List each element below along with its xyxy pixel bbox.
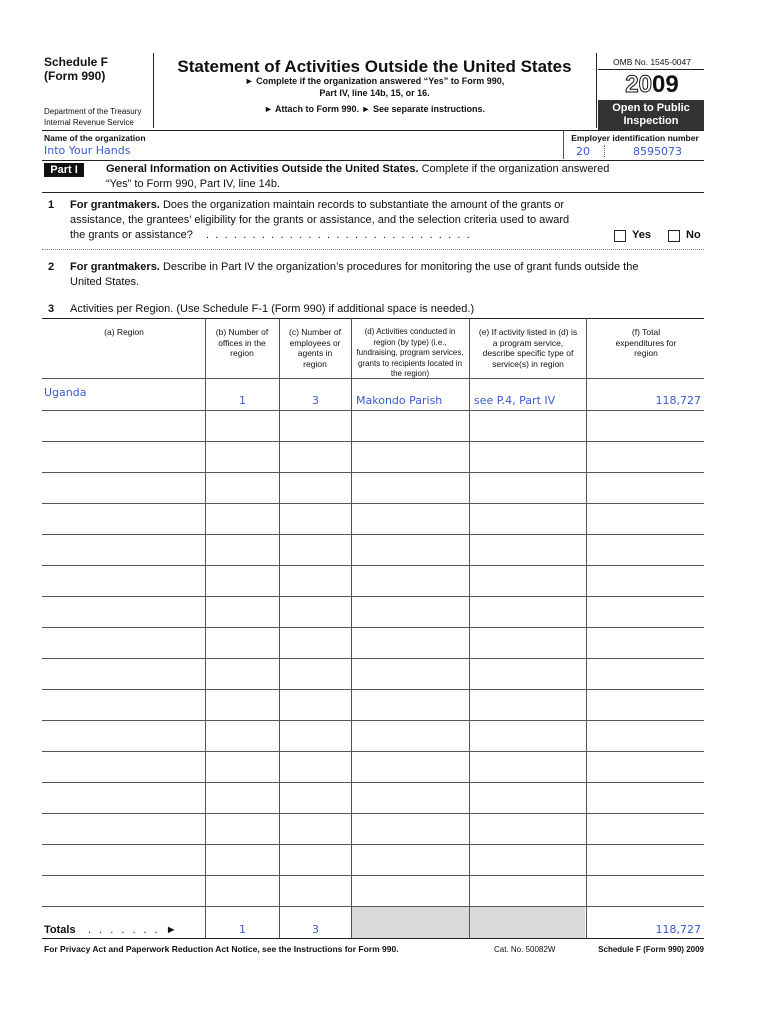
table-row: [42, 844, 704, 845]
col-f-header-line: region: [634, 348, 658, 358]
row1-activities[interactable]: Makondo Parish: [356, 394, 443, 407]
table-row: [42, 658, 704, 659]
part1-heading: [106, 163, 609, 175]
col-e-header-line: a program service,: [492, 337, 564, 348]
q2-line2: United States.: [70, 276, 140, 288]
table-row: [42, 782, 704, 783]
col-divider: [586, 318, 587, 938]
dept-treasury: Department of the Treasury: [44, 107, 142, 116]
row1-employees[interactable]: 3: [312, 394, 319, 407]
part1-rule: [42, 192, 704, 193]
col-f-header-line: (f) Total: [631, 327, 661, 337]
q2-lead: For grantmakers.: [70, 261, 160, 273]
col-d-header-line: region (by type) (i.e.,: [373, 337, 447, 347]
table-row: [42, 378, 704, 379]
table-bottom-rule: [42, 938, 704, 939]
totals-offices[interactable]: 1: [239, 923, 246, 936]
q2-line1: [70, 261, 638, 273]
totals-label: Totals: [44, 924, 76, 936]
ein-prefix[interactable]: 20: [576, 145, 590, 158]
header-bottom-rule: [42, 130, 704, 131]
schedule-label: Schedule F: [44, 55, 109, 69]
org-name-label: Name of the organization: [44, 133, 146, 143]
tax-year: [600, 70, 704, 100]
row1-region[interactable]: Uganda: [44, 386, 87, 399]
col-d-header-line: fundraising, program services,: [356, 348, 464, 357]
col-c-header-line: employees or: [289, 337, 341, 348]
col-a-header: [44, 327, 204, 338]
totals-expenditures[interactable]: 118,727: [655, 923, 701, 936]
table-row: [42, 875, 704, 876]
col-divider: [469, 318, 470, 938]
privacy-notice: For Privacy Act and Paperwork Reduction Act Notice, see the Instructions for Form 990.: [44, 944, 399, 954]
q2-number: 2: [48, 261, 55, 273]
q1-lead: For grantmakers.: [70, 199, 160, 211]
table-row: [42, 906, 704, 907]
name-bottom-rule: [42, 160, 704, 161]
part1-badge: Part I: [44, 163, 84, 177]
col-f-header-line: expenditures for: [615, 337, 677, 348]
row1-service[interactable]: see P.4, Part IV: [474, 394, 556, 407]
part1-title-line2: “Yes” to Form 990, Part IV, line 14b.: [106, 178, 281, 190]
part1-title: General Information on Activities Outside the United States.: [106, 163, 419, 175]
totals-leader-dots: . . . . . . . ►: [88, 924, 180, 936]
table-row: [42, 689, 704, 690]
col-divider: [351, 318, 352, 938]
q1-number: 1: [48, 199, 55, 211]
q1-line3: the grants or assistance?: [70, 229, 193, 241]
col-c-header-line: region: [303, 358, 327, 369]
totals-employees[interactable]: 3: [312, 923, 319, 936]
col-d-header: [352, 327, 468, 380]
ein-label: Employer identification number: [571, 133, 699, 143]
subtitle-line2: Part IV, line 14b, 15, or 16.: [319, 88, 430, 98]
col-divider: [205, 318, 206, 938]
col-d-header-line: (d) Activities conducted in: [364, 327, 456, 336]
table-row: [42, 751, 704, 752]
table-row: [42, 813, 704, 814]
table-row: [42, 565, 704, 566]
q1-rule: [42, 249, 704, 250]
table-row: [42, 441, 704, 442]
part1-title-rest: Complete if the organization answered: [421, 163, 610, 175]
table-row: [42, 720, 704, 721]
col-e-header-line: describe specific type of: [482, 348, 574, 358]
open-to-public-box: [598, 100, 704, 130]
row1-expenditures[interactable]: 118,727: [655, 394, 701, 407]
q1-yes-checkbox[interactable]: [614, 230, 626, 242]
ein-number[interactable]: 8595073: [633, 145, 682, 158]
col-b-header-line: region: [230, 348, 254, 358]
col-b-header: [206, 327, 278, 359]
q1-text1: Does the organization maintain records to substantiate the amount of the grants or: [162, 199, 565, 211]
open-to-public-line2: Inspection: [623, 115, 679, 127]
col-c-header-line: (c) Number of: [289, 327, 341, 337]
table-row: [42, 596, 704, 597]
q1-leader-dots: . . . . . . . . . . . . . . . . . . . . . . . . . . . . .: [206, 229, 472, 241]
row1-offices[interactable]: 1: [239, 394, 246, 407]
open-to-public-line1: Open to Public: [612, 102, 690, 114]
col-c-header-line: agents in: [297, 348, 333, 358]
table-row: [42, 472, 704, 473]
col-b-header-line: (b) Number of: [215, 327, 269, 337]
table-row: [42, 410, 704, 411]
q1-no-label: No: [686, 229, 701, 241]
col-b-header-line: offices in the: [218, 337, 266, 348]
col-divider: [279, 318, 280, 938]
col-f-header: [588, 327, 704, 359]
year-bold: 09: [652, 71, 679, 98]
table-row: [42, 534, 704, 535]
q1-line1: [70, 199, 564, 211]
year-outline: 20: [625, 71, 652, 98]
col-e-header-line: (e) If activity listed in (d) is: [478, 327, 578, 337]
col-d-header-line: the region): [390, 369, 430, 378]
catalog-number: Cat. No. 50082W: [494, 945, 556, 954]
table-top-rule: [42, 318, 704, 319]
form-label: (Form 990): [44, 69, 106, 83]
ein-separator: [604, 145, 605, 157]
form-reference: Schedule F (Form 990) 2009: [598, 945, 704, 954]
q3-text: Activities per Region. (Use Schedule F-1 (Form 990) if additional space is needed.): [70, 303, 475, 315]
col-a-header-line: (a) Region: [104, 327, 144, 337]
col-d-header-line: grants to recipients located in: [357, 358, 463, 368]
q3-number: 3: [48, 303, 55, 315]
q1-line2: assistance, the grantees’ eligibility for the grants or assistance, and the selection criteria used to award: [70, 214, 570, 226]
col-e-header: [470, 327, 586, 369]
ein-divider: [563, 131, 564, 159]
dept-irs: Internal Revenue Service: [44, 118, 134, 127]
omb-number: OMB No. 1545-0047: [613, 57, 691, 67]
subtitle-line1: ► Complete if the organization answered “Yes” to Form 990,: [244, 76, 505, 86]
col-e-header-line: service(s) in region: [492, 358, 564, 369]
col-c-header: [280, 327, 350, 369]
q1-no-checkbox[interactable]: [668, 230, 680, 242]
org-name-value[interactable]: Into Your Hands: [44, 144, 131, 157]
q1-yes-label: Yes: [632, 229, 651, 241]
header-divider-right: [596, 53, 597, 128]
subtitle-line3: ► Attach to Form 990. ► See separate instructions.: [263, 104, 486, 114]
q2-text1: Describe in Part IV the organization’s procedures for monitoring the use of grant funds outside the: [162, 261, 639, 273]
form-title: Statement of Activities Outside the United States: [177, 57, 572, 76]
table-row: [42, 503, 704, 504]
table-row: [42, 627, 704, 628]
